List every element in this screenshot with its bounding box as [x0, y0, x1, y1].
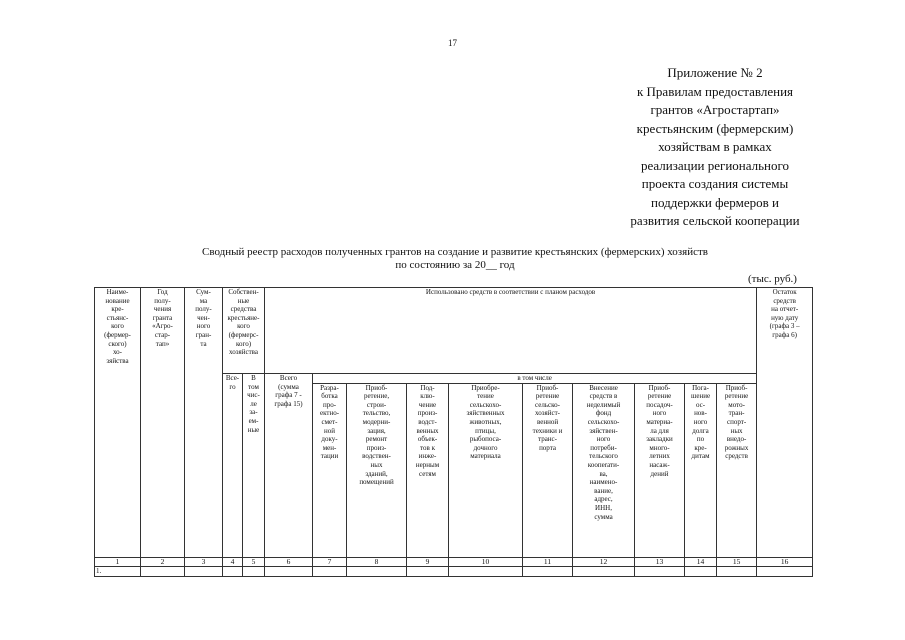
row-cell [635, 566, 685, 576]
header-row-1 [95, 288, 813, 374]
registry-table [94, 287, 813, 577]
page-number: 17 [448, 38, 457, 48]
column-number: 1 [95, 557, 141, 566]
row-cell [685, 566, 717, 576]
column-number: 6 [265, 557, 313, 566]
header-col-13: Приоб- ретение посадоч- ного материа- ла для закладки много- летних насаж- дений [635, 383, 685, 557]
appendix-line: реализации регионального [640, 157, 790, 173]
column-number: 3 [185, 557, 223, 566]
appendix-line: проекта создания системы [641, 176, 789, 191]
title-line-2: по состоянию за 20__ год [395, 259, 515, 271]
column-number: 5 [243, 557, 265, 566]
header-used-total: Всего (сумма графа 7 - графа 15) [265, 374, 313, 558]
header-own-total: Все- го [223, 374, 243, 558]
column-number: 11 [523, 557, 573, 566]
header-name: Наиме- нование кре- стьянс- кого (фермер- ского) хо- зяйства [95, 288, 141, 558]
header-col-9: Под- клю- чение произ- водст- венных объек- тов к инже- нерным сетям [407, 383, 449, 557]
row-cell [313, 566, 347, 576]
column-number: 12 [573, 557, 635, 566]
header-col-7: Разра- ботка про- ектно- смет- ной доку- мен- тации [313, 383, 347, 557]
appendix-note [600, 64, 830, 231]
row-cell [573, 566, 635, 576]
header-including: в том числе [313, 374, 757, 384]
row-cell [523, 566, 573, 576]
row-cell [223, 566, 243, 576]
header-own-funds: Собствен- ные средства крестьяне- кого (фермерс- кого) хозяйства [223, 288, 265, 374]
appendix-line: к Правилам предоставления [636, 83, 794, 99]
column-number: 4 [223, 557, 243, 566]
row-cell [141, 566, 185, 576]
header-remainder: Остаток средств на отчет- ную дату (графа 3 – графа 6) [757, 288, 813, 558]
header-used-funds: Использовано средств в соответствии с планом расходов [265, 288, 757, 374]
appendix-line: хозяйствам в рамках [658, 139, 772, 154]
table-row [95, 566, 813, 576]
column-number: 14 [685, 557, 717, 566]
appendix-line: поддержки фермеров и [651, 194, 779, 210]
header-own-borrowed: В том чис- ле за- ем- ные [243, 374, 265, 558]
appendix-line: развития сельской кооперации [630, 213, 800, 228]
row-cell [185, 566, 223, 576]
title-line-1: Сводный реестр расходов полученных грантов на создание и развитие крестьянских (фермерских) хозяйств [202, 246, 708, 258]
column-number: 16 [757, 557, 813, 566]
units-label: (тыс. руб.) [748, 273, 797, 285]
row-cell [449, 566, 523, 576]
header-col-11: Приоб- ретение сельско- хозяйст- венной техники и транс- порта [523, 383, 573, 557]
row-cell [717, 566, 757, 576]
appendix-line: Приложение № 2 [667, 65, 763, 80]
row-cell: 1. [95, 566, 141, 576]
header-year: Год полу- чения гранта «Агро- стар- тап» [141, 288, 185, 558]
header-col-10: Приобре- тение сельскохо- зяйственных животных, птицы, рыбопоса- дочного материала [449, 383, 523, 557]
row-cell [243, 566, 265, 576]
column-number-row [95, 557, 813, 566]
header-col-8: Приоб- ретение, строи- тельство, модерни- зация, ремонт произ- водствен- ных зданий, помещений [347, 383, 407, 557]
header-amount: Сум- ма полу- чен- ного гран- та [185, 288, 223, 558]
row-cell [265, 566, 313, 576]
column-number: 10 [449, 557, 523, 566]
row-cell [757, 566, 813, 576]
appendix-line: крестьянским (фермерским) [636, 120, 794, 136]
header-col-15: Приоб- ретение мото- тран- спорт- ных внедо- рожных средств [717, 383, 757, 557]
column-number: 13 [635, 557, 685, 566]
column-number: 2 [141, 557, 185, 566]
row-cell [407, 566, 449, 576]
appendix-line: грантов «Агростартап» [650, 102, 780, 117]
column-number: 9 [407, 557, 449, 566]
row-cell [347, 566, 407, 576]
header-col-12: Внесение средств в неделимый фонд сельскохо- зяйствен- ного потреби- тельского коопerати- ва, наимено- вание, адрес, ИНН, сумма [573, 383, 635, 557]
column-number: 15 [717, 557, 757, 566]
document-title [100, 246, 810, 272]
column-number: 8 [347, 557, 407, 566]
column-number: 7 [313, 557, 347, 566]
header-col-14: Пога- шение ос- нов- ного долга по кре- дитам [685, 383, 717, 557]
